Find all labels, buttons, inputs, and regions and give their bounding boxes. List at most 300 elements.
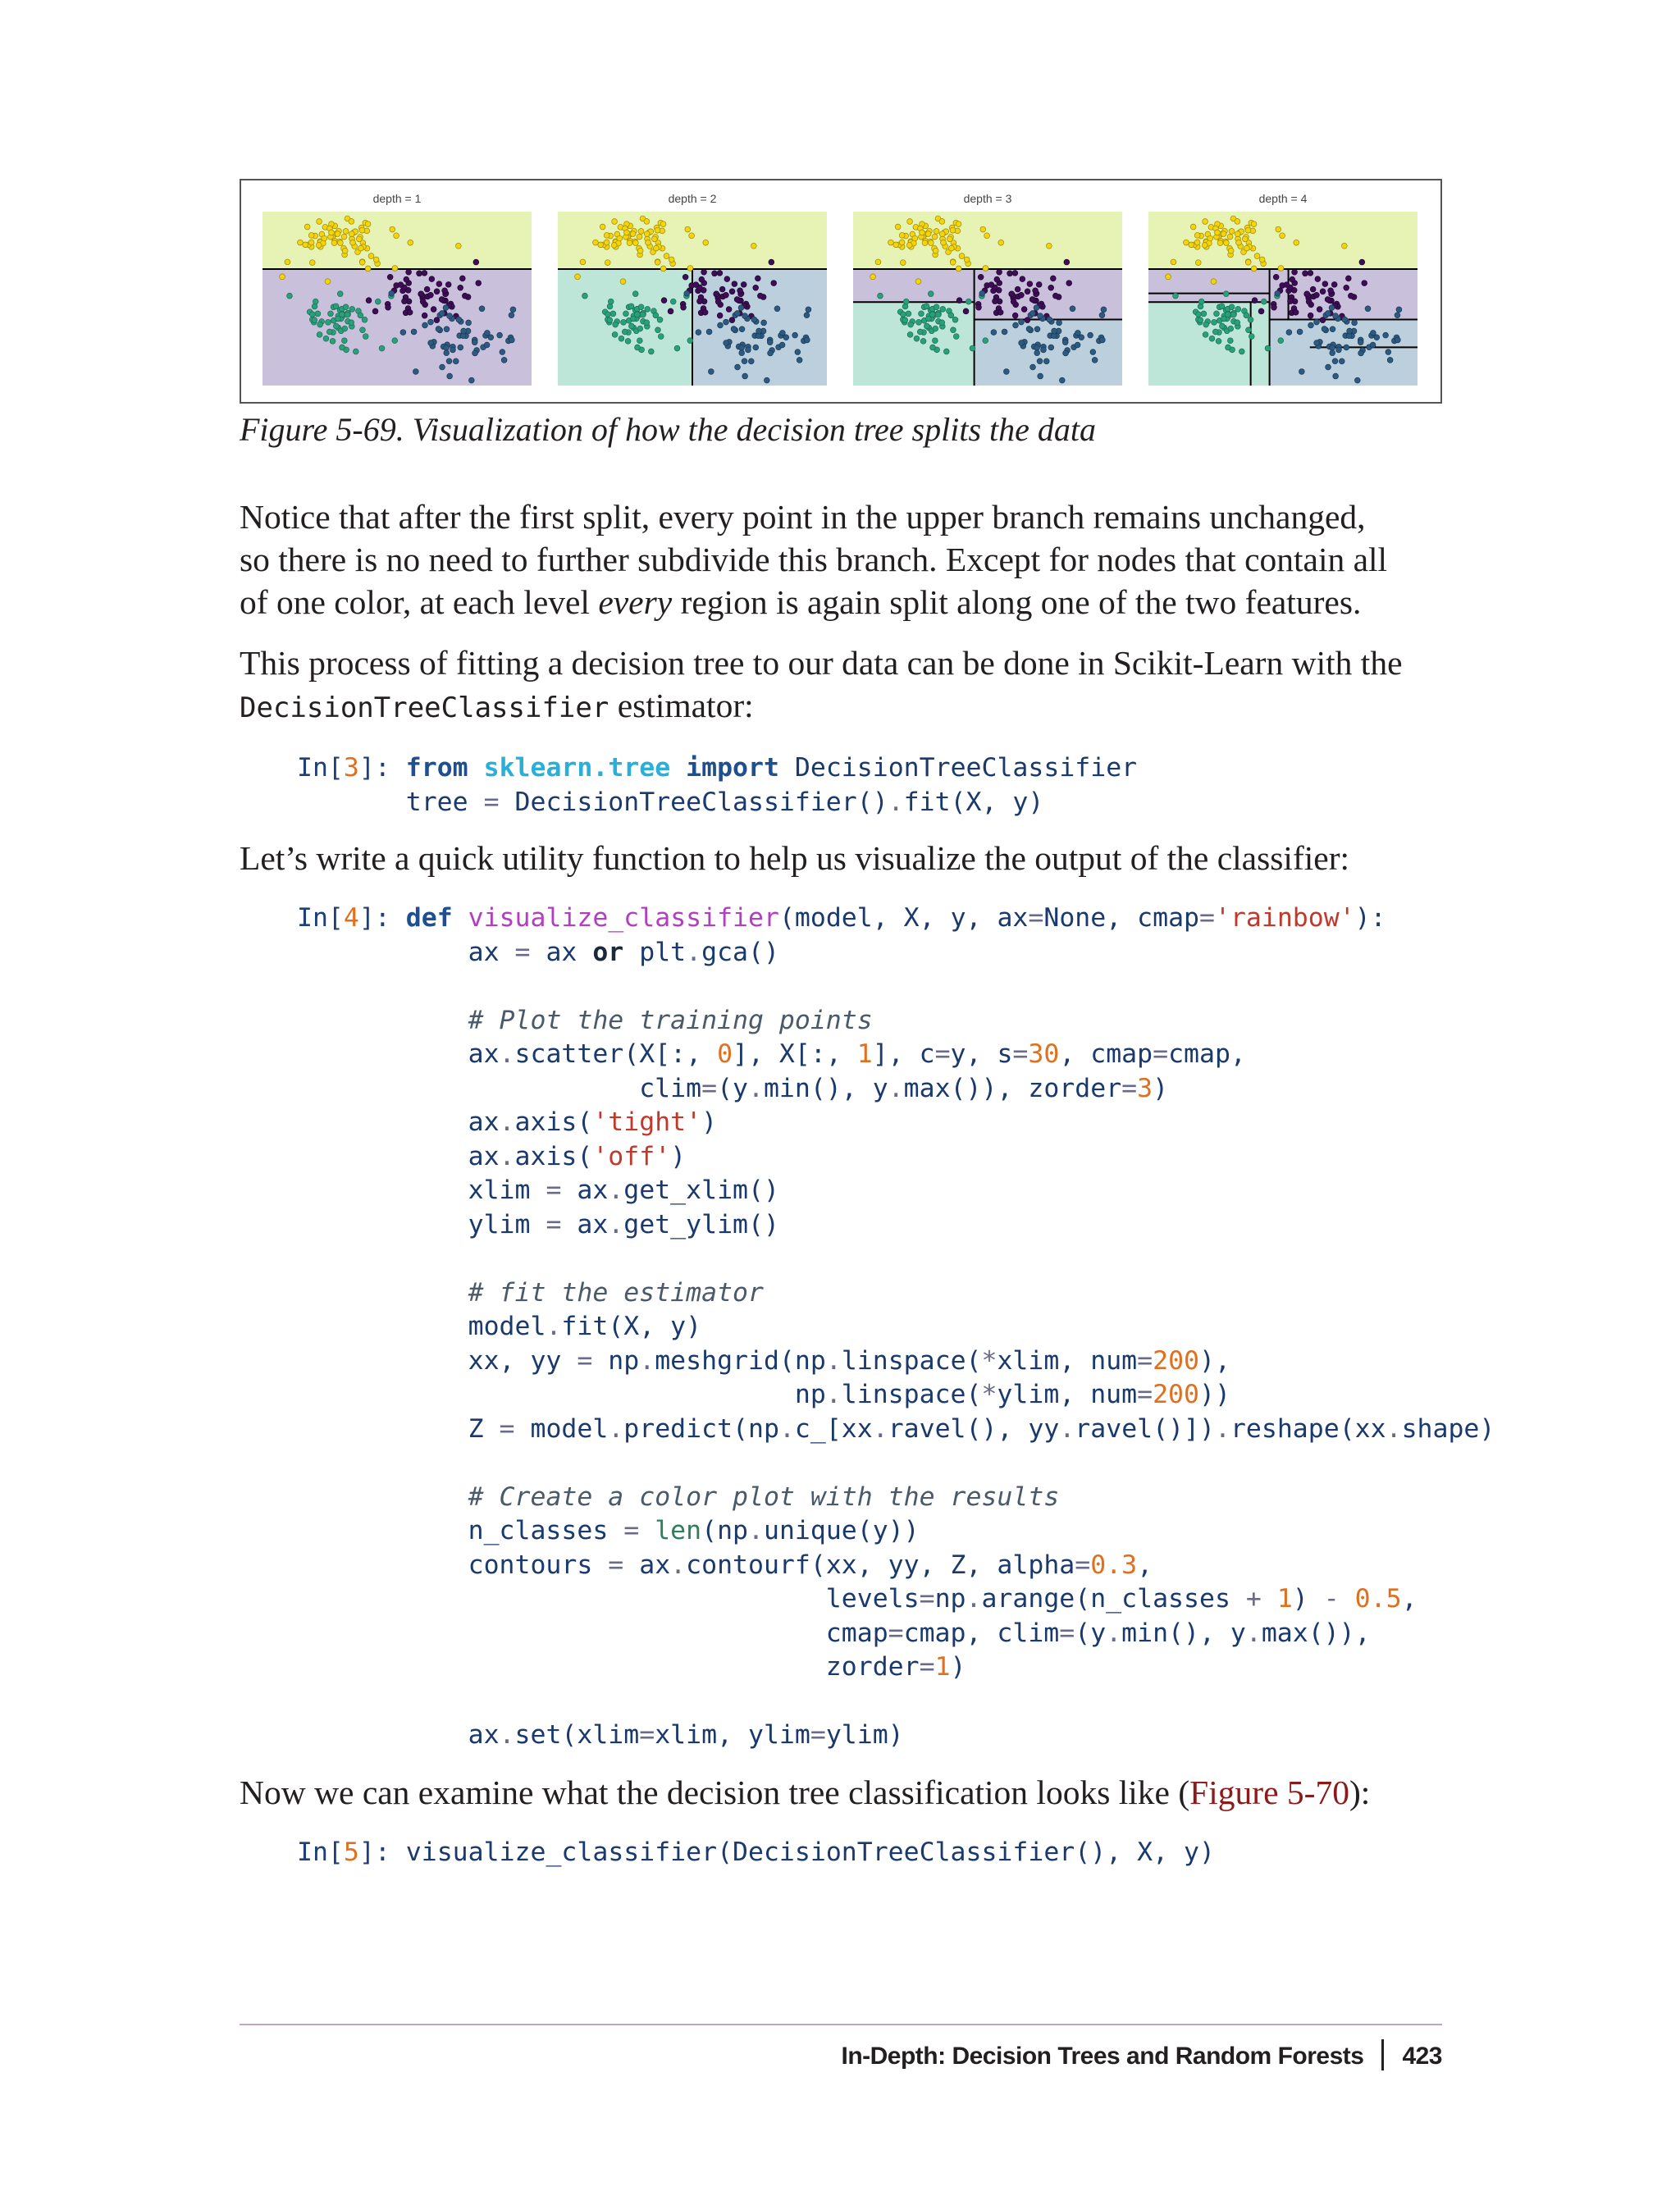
data-point <box>459 276 465 281</box>
data-point <box>1352 320 1358 326</box>
data-point <box>660 266 666 272</box>
data-point <box>741 281 746 287</box>
data-point <box>1007 271 1013 276</box>
paragraph-1-line-3 <box>240 581 1361 623</box>
data-point <box>1315 276 1321 282</box>
data-point <box>1194 232 1200 238</box>
data-point <box>501 358 507 363</box>
data-point <box>1276 226 1281 232</box>
data-point <box>724 319 729 325</box>
data-point <box>983 266 988 272</box>
data-point <box>742 373 748 379</box>
data-point <box>1278 266 1284 272</box>
data-point <box>924 304 929 309</box>
data-point <box>1329 305 1335 311</box>
data-point <box>1242 236 1248 242</box>
data-point <box>1015 286 1020 292</box>
data-point <box>950 227 956 233</box>
data-point <box>899 232 905 238</box>
data-point <box>1209 336 1215 341</box>
data-point <box>1226 345 1231 350</box>
data-point <box>953 334 959 340</box>
data-point <box>1314 319 1320 325</box>
data-point <box>604 232 609 238</box>
data-point <box>387 274 393 280</box>
data-point <box>963 308 969 314</box>
paragraph-4 <box>240 1771 1370 1814</box>
data-point <box>901 312 906 317</box>
data-point <box>952 317 958 322</box>
data-point <box>948 313 954 318</box>
data-point <box>806 307 811 313</box>
data-point <box>488 335 494 340</box>
data-point <box>1249 334 1254 340</box>
data-point <box>328 311 334 317</box>
data-point <box>734 311 740 317</box>
data-point <box>428 340 434 346</box>
data-point <box>468 377 474 383</box>
data-point <box>1189 242 1194 248</box>
data-point <box>313 299 318 304</box>
data-point <box>456 317 462 322</box>
data-point <box>804 337 810 343</box>
data-point <box>1235 307 1241 313</box>
data-point <box>408 240 413 245</box>
data-point <box>1066 281 1072 286</box>
data-point <box>956 221 961 227</box>
data-point <box>442 288 448 294</box>
data-point <box>1198 299 1204 304</box>
data-point <box>458 345 463 350</box>
data-point <box>349 320 354 326</box>
data-point <box>1034 305 1039 311</box>
data-point <box>630 231 636 237</box>
data-point <box>1395 313 1400 318</box>
data-point <box>1198 317 1203 323</box>
data-point <box>748 358 754 364</box>
data-point <box>1012 270 1018 276</box>
data-point <box>413 369 418 375</box>
data-point <box>428 319 434 325</box>
data-point <box>804 313 810 318</box>
data-point <box>1261 299 1267 304</box>
text: region is again split along one of the two features. <box>672 583 1362 621</box>
data-point <box>1347 328 1353 334</box>
data-point <box>612 331 618 337</box>
data-point <box>1310 286 1316 292</box>
data-point <box>1019 340 1025 346</box>
data-point <box>1201 311 1207 317</box>
data-point <box>964 257 970 262</box>
page-footer <box>841 2039 1442 2070</box>
data-point <box>1036 281 1042 287</box>
data-point <box>753 285 759 290</box>
data-point <box>619 336 624 341</box>
data-point <box>1227 338 1233 344</box>
data-point <box>729 289 735 294</box>
data-point <box>1184 240 1189 245</box>
data-point <box>1190 224 1196 230</box>
data-point <box>1025 317 1030 323</box>
data-point <box>484 342 490 348</box>
prompt-number: 3 <box>343 753 359 783</box>
data-point <box>644 320 650 326</box>
data-point <box>375 299 381 304</box>
data-point <box>373 257 379 262</box>
data-point <box>930 345 936 350</box>
data-point <box>655 327 661 333</box>
data-point <box>739 350 745 356</box>
data-point <box>1348 293 1354 299</box>
data-point <box>984 233 990 239</box>
data-point <box>993 299 998 304</box>
data-point <box>349 307 355 313</box>
data-point <box>1228 326 1234 331</box>
data-point <box>915 279 921 285</box>
data-point <box>1322 281 1328 287</box>
data-point <box>509 337 514 343</box>
data-point <box>878 293 883 299</box>
data-point <box>1254 253 1260 259</box>
data-point <box>1235 231 1240 237</box>
page-number: 423 <box>1402 2043 1442 2070</box>
data-point <box>929 312 935 317</box>
data-point <box>1038 373 1043 379</box>
data-point <box>769 259 774 265</box>
data-point <box>1052 328 1057 334</box>
data-point <box>774 306 780 312</box>
data-point <box>450 347 456 353</box>
data-point <box>1009 291 1015 297</box>
data-point <box>1079 335 1084 340</box>
paragraph-2-line-2 <box>240 684 754 729</box>
data-point <box>280 274 285 280</box>
data-point <box>473 259 479 265</box>
data-point <box>593 240 599 245</box>
data-point <box>933 326 938 331</box>
data-point <box>1288 299 1294 304</box>
data-point <box>621 319 627 325</box>
data-point <box>611 242 617 248</box>
data-point <box>622 329 628 335</box>
data-point <box>991 330 997 336</box>
data-point <box>342 326 348 331</box>
data-point <box>717 313 723 318</box>
data-point <box>888 240 894 245</box>
data-point <box>510 307 516 313</box>
data-point <box>1034 326 1040 332</box>
data-point <box>333 304 339 309</box>
data-point <box>285 259 290 265</box>
data-point <box>640 312 646 317</box>
data-point <box>715 299 721 304</box>
data-point <box>1328 288 1334 294</box>
data-point <box>1273 274 1279 280</box>
data-point <box>959 253 965 259</box>
data-point <box>1320 317 1326 323</box>
data-point <box>447 373 453 379</box>
data-point <box>1358 340 1363 345</box>
data-point <box>1021 307 1027 313</box>
data-point <box>1362 281 1367 286</box>
data-point <box>422 270 427 276</box>
data-point <box>1048 345 1054 350</box>
data-point <box>337 291 343 297</box>
data-point <box>624 230 630 235</box>
data-point <box>1330 345 1335 351</box>
data-point <box>669 257 674 262</box>
data-point <box>1216 338 1221 344</box>
data-point <box>1258 308 1264 314</box>
data-point <box>1396 307 1402 313</box>
data-point <box>684 290 690 296</box>
data-point <box>1345 276 1351 281</box>
data-point <box>646 240 651 245</box>
data-point <box>1293 309 1299 315</box>
data-point <box>605 260 610 266</box>
data-point <box>933 248 938 253</box>
data-point <box>1342 317 1348 322</box>
data-point <box>726 307 732 313</box>
region <box>1270 319 1418 386</box>
data-point <box>462 293 468 299</box>
data-point <box>682 274 688 280</box>
data-point <box>685 226 691 232</box>
data-point <box>1265 345 1271 351</box>
data-point <box>737 288 743 294</box>
data-point <box>1325 297 1331 303</box>
data-point <box>392 338 398 344</box>
data-point <box>429 276 435 282</box>
data-point <box>316 242 322 248</box>
data-point <box>932 234 938 240</box>
data-point <box>625 338 631 344</box>
data-point <box>1306 299 1312 304</box>
data-point <box>1245 227 1251 233</box>
figure-link[interactable]: Figure 5-70 <box>1189 1774 1349 1811</box>
data-point <box>341 234 347 240</box>
data-point <box>472 350 478 356</box>
data-point <box>734 297 740 303</box>
data-point <box>309 260 315 266</box>
region <box>558 269 692 386</box>
data-point <box>446 358 452 364</box>
data-point <box>443 305 449 311</box>
data-point <box>1195 260 1201 266</box>
data-point <box>907 331 913 337</box>
data-point <box>983 338 988 344</box>
data-point <box>1341 243 1347 249</box>
data-point <box>362 317 368 322</box>
data-point <box>336 316 341 322</box>
data-point <box>908 322 914 327</box>
data-point <box>956 298 962 304</box>
data-point <box>343 229 349 235</box>
data-point <box>895 224 901 230</box>
prompt-number: 5 <box>343 1838 359 1867</box>
data-point <box>1303 271 1308 276</box>
data-point <box>436 326 441 332</box>
data-point <box>998 240 1004 245</box>
footer-rule <box>240 2024 1442 2025</box>
data-point <box>439 311 445 317</box>
data-point <box>1245 259 1251 265</box>
data-point <box>1029 311 1035 317</box>
data-point <box>620 279 626 285</box>
code-cell-in5: In[5]: visualize_classifier(DecisionTreeClassifier(), X, y) <box>297 1838 1215 1867</box>
data-point <box>980 226 986 232</box>
data-point <box>979 290 985 296</box>
data-point <box>1252 298 1258 304</box>
data-point <box>287 293 293 299</box>
text: of one color, at each level <box>240 583 599 621</box>
paragraph-3: Let’s write a quick utility function to help us visualize the output of the classifier: <box>240 839 1350 877</box>
data-point <box>1027 281 1033 287</box>
data-point <box>610 311 616 317</box>
data-point <box>315 311 321 317</box>
data-point <box>1057 320 1062 326</box>
data-point <box>1217 240 1223 246</box>
panel-depth-4 <box>1148 192 1418 389</box>
data-point <box>1322 326 1327 332</box>
data-point <box>479 306 485 312</box>
data-point <box>366 298 372 304</box>
data-point <box>326 329 332 335</box>
text: estimator: <box>609 687 754 724</box>
data-point <box>948 245 954 251</box>
data-point <box>1228 248 1234 253</box>
data-point <box>331 240 337 246</box>
data-point <box>1314 340 1320 346</box>
data-point <box>1038 313 1043 319</box>
data-point <box>1244 313 1249 318</box>
data-point <box>1251 266 1257 272</box>
data-point <box>1011 299 1016 304</box>
data-point <box>422 313 427 318</box>
data-point <box>1050 276 1056 281</box>
data-point <box>917 329 923 335</box>
data-point <box>1020 276 1025 282</box>
data-point <box>325 279 331 285</box>
data-point <box>323 336 329 341</box>
data-point <box>718 322 724 328</box>
data-point <box>628 323 634 329</box>
data-point <box>951 327 956 333</box>
data-point <box>661 298 667 304</box>
data-point <box>1025 289 1030 294</box>
data-point <box>1030 364 1036 370</box>
data-point <box>386 304 391 310</box>
data-point <box>702 309 708 315</box>
data-point <box>906 242 912 248</box>
data-point <box>1370 342 1376 348</box>
data-point <box>1212 329 1218 335</box>
data-point <box>767 340 773 345</box>
data-point <box>600 224 605 230</box>
data-point <box>653 245 659 251</box>
data-point <box>660 221 666 227</box>
data-point <box>1344 285 1349 290</box>
data-point <box>928 240 934 246</box>
data-point <box>934 229 939 235</box>
data-point <box>1284 282 1290 288</box>
data-point <box>1229 304 1235 310</box>
data-point <box>696 330 701 336</box>
data-point <box>742 313 748 319</box>
data-point <box>1259 257 1265 262</box>
data-point <box>444 326 450 332</box>
data-point <box>1003 369 1009 375</box>
data-point <box>317 322 323 327</box>
data-point <box>358 313 363 318</box>
data-point <box>1090 349 1096 355</box>
data-point <box>947 236 952 242</box>
data-point <box>1070 306 1075 312</box>
data-point <box>943 349 949 354</box>
data-point <box>735 364 741 370</box>
data-point <box>434 289 440 294</box>
data-point <box>797 358 802 363</box>
data-point <box>920 338 926 344</box>
data-point <box>418 291 424 297</box>
data-point <box>402 299 408 304</box>
data-point <box>724 340 729 346</box>
data-point <box>1002 329 1007 335</box>
data-point <box>697 299 703 304</box>
data-point <box>359 227 365 233</box>
data-point <box>472 340 477 345</box>
data-point <box>703 240 709 245</box>
data-point <box>939 320 945 326</box>
data-point <box>1248 317 1253 322</box>
data-point <box>708 369 714 375</box>
data-point <box>422 322 428 328</box>
data-point <box>390 226 395 232</box>
data-point <box>394 233 399 239</box>
data-point <box>1344 345 1349 350</box>
data-point <box>893 242 899 248</box>
data-point <box>674 345 680 351</box>
data-point <box>668 308 673 314</box>
data-point <box>976 304 982 310</box>
data-point <box>359 259 365 265</box>
data-point <box>1075 342 1080 348</box>
figure-5-69 <box>240 179 1442 404</box>
data-point <box>317 331 322 337</box>
data-point <box>978 274 984 280</box>
data-point <box>940 307 946 313</box>
data-point <box>753 345 759 350</box>
data-point <box>398 282 404 288</box>
data-point <box>345 312 350 317</box>
data-point <box>648 349 654 354</box>
data-point <box>458 285 463 290</box>
data-point <box>922 240 928 246</box>
data-point <box>424 286 430 292</box>
data-point <box>1280 233 1285 239</box>
data-point <box>1246 327 1252 333</box>
data-point <box>902 317 908 323</box>
data-point <box>329 230 335 235</box>
data-point <box>1019 319 1025 325</box>
data-point <box>941 240 947 245</box>
data-point <box>706 329 712 335</box>
data-point <box>308 240 314 245</box>
data-point <box>500 349 505 355</box>
data-point <box>1064 259 1070 265</box>
data-point <box>1166 274 1171 280</box>
data-point <box>1304 291 1310 297</box>
